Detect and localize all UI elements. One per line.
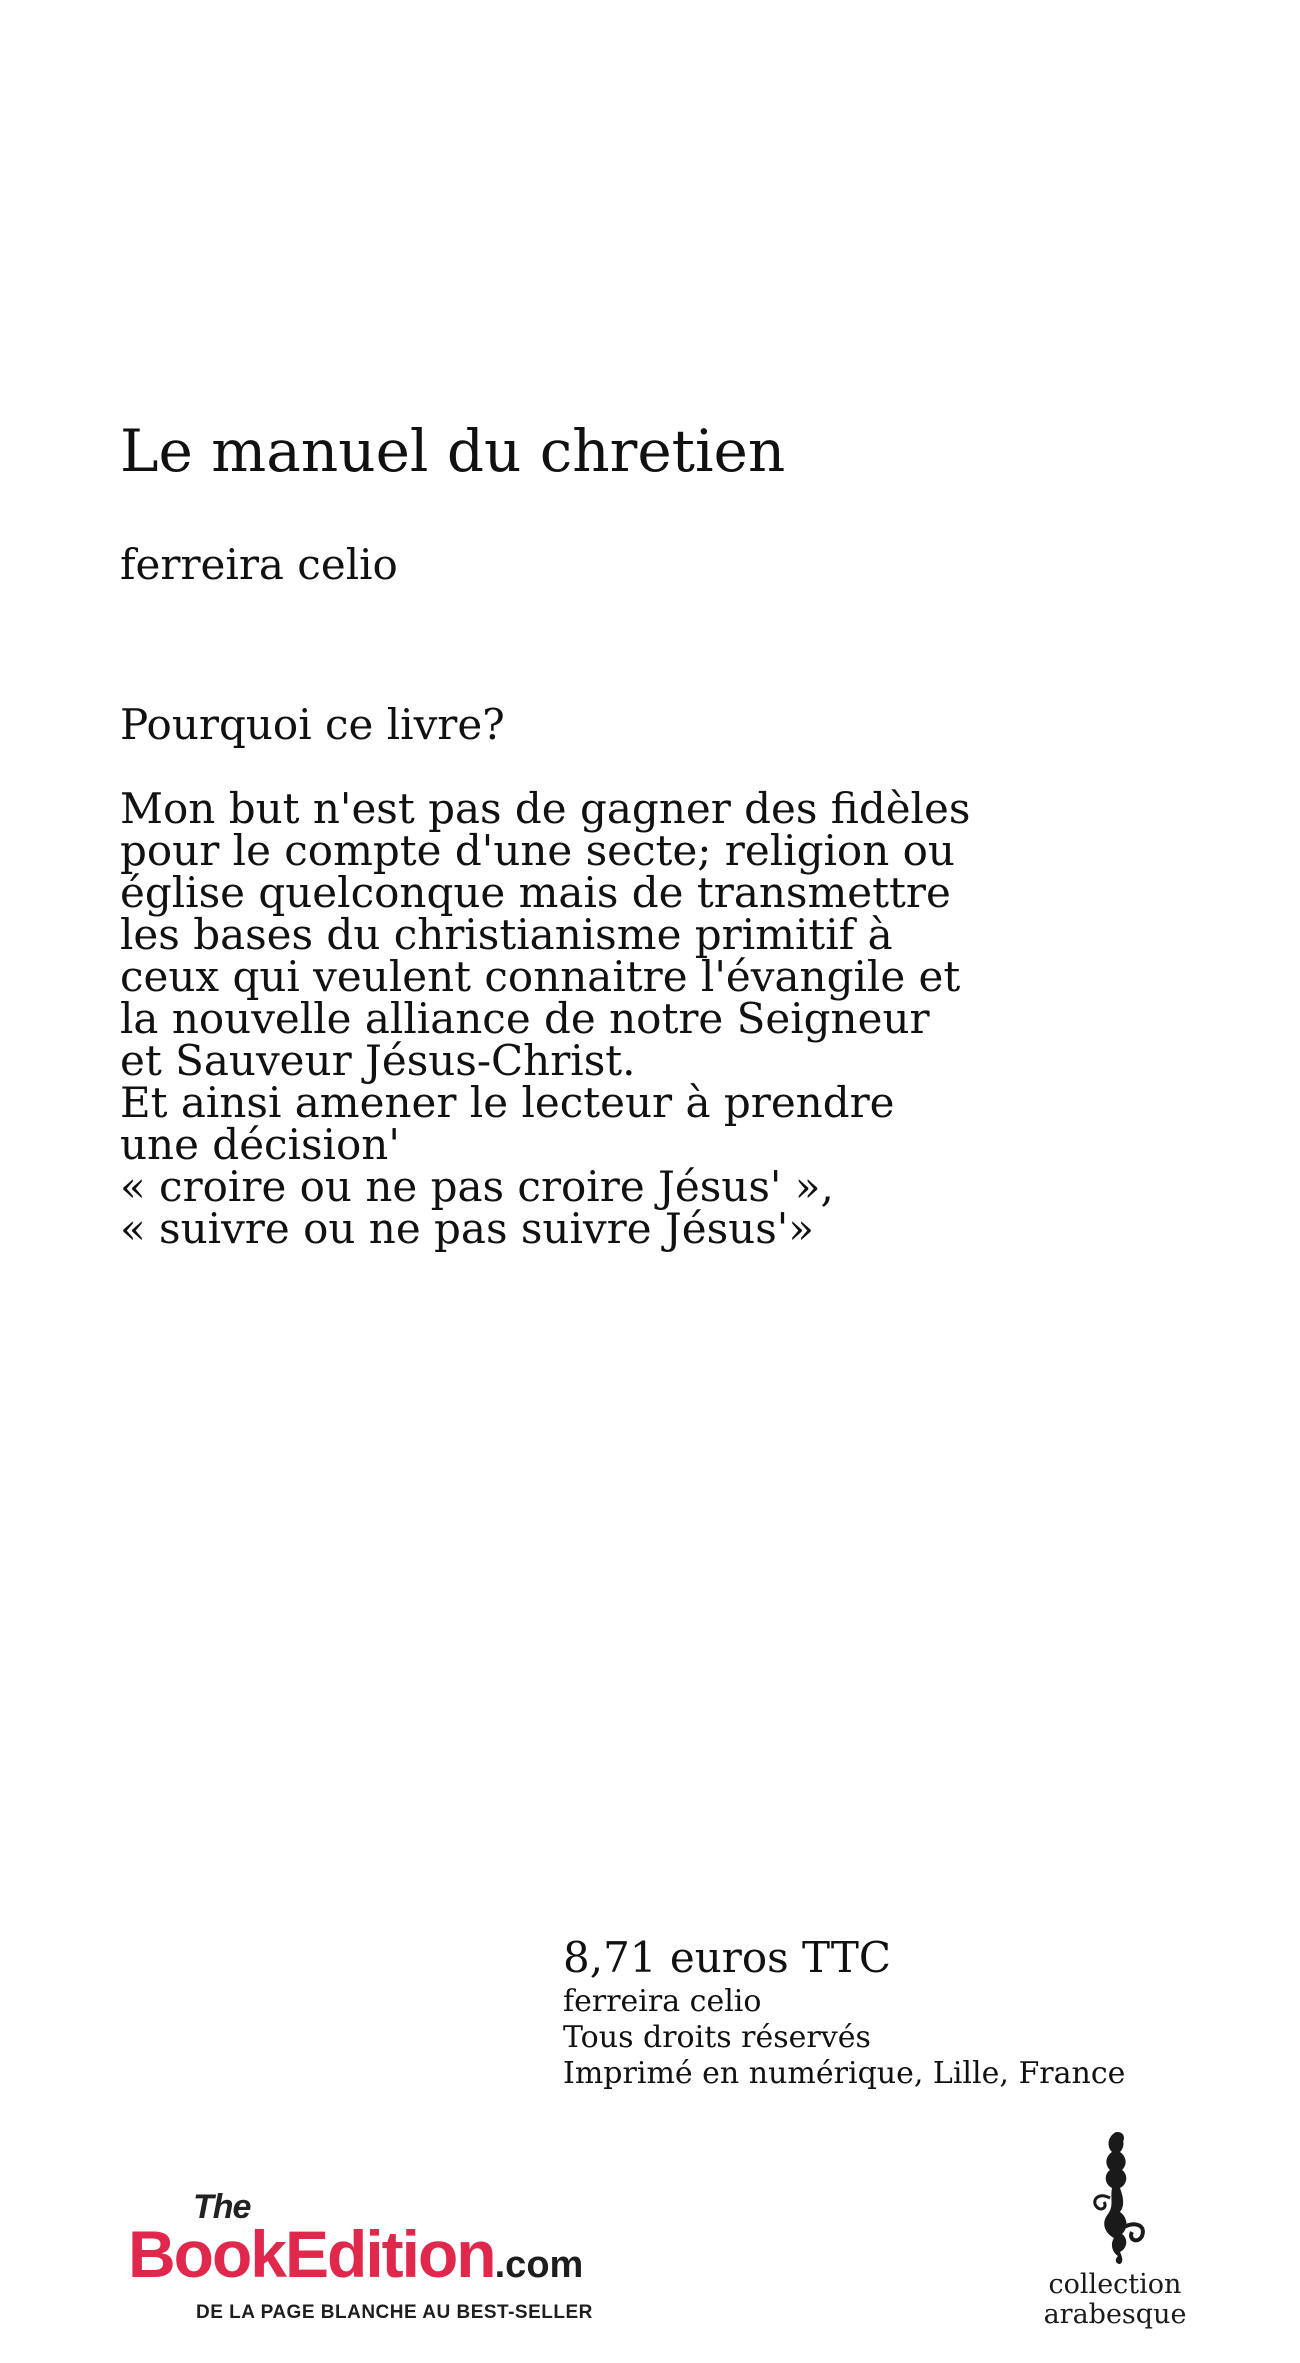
colophon xyxy=(563,1932,1126,2092)
collection-label xyxy=(1040,2270,1190,2330)
price: 8,71 euros TTC xyxy=(563,1933,891,1982)
publisher-logo-domain: .com xyxy=(494,2244,584,2286)
blurb-line: et Sauveur Jésus-Christ. xyxy=(120,1036,636,1085)
publisher-logo-name xyxy=(128,2216,583,2292)
blurb-line: « suivre ou ne pas suivre Jésus'» xyxy=(120,1204,815,1253)
publisher-tagline: DE LA PAGE BLANCHE AU BEST-SELLER xyxy=(196,2302,593,2323)
blurb xyxy=(120,700,1020,1253)
collection-logo xyxy=(1040,2128,1190,2338)
book-title: Le manuel du chretien xyxy=(120,417,786,485)
blurb-line: Mon but n'est pas de gagner des fidèles xyxy=(120,784,971,833)
blurb-line: la nouvelle alliance de notre Seigneur xyxy=(120,994,930,1043)
blurb-body xyxy=(120,784,1020,1253)
blurb-line: ceux qui veulent connaitre l'évangile et xyxy=(120,952,961,1001)
blurb-line: les bases du christianisme primitif à xyxy=(120,910,893,959)
rights-notice: Tous droits réservés xyxy=(563,2020,871,2055)
book-author: ferreira celio xyxy=(120,540,398,589)
publisher-logo xyxy=(128,2188,728,2328)
blurb-heading: Pourquoi ce livre? xyxy=(120,700,505,749)
publisher-logo-wordmark: BookEdition xyxy=(128,2217,495,2291)
printing-notice: Imprimé en numérique, Lille, France xyxy=(563,2056,1126,2091)
blurb-line: Et ainsi amener le lecteur à prendre xyxy=(120,1078,895,1127)
publisher-logo-the: The xyxy=(193,2188,251,2226)
blurb-line: « croire ou ne pas croire Jésus' », xyxy=(120,1162,834,1211)
blurb-line: pour le compte d'une secte; religion ou xyxy=(120,826,955,875)
blurb-line: une décision' xyxy=(120,1120,400,1169)
collection-label-line2: arabesque xyxy=(1043,2299,1187,2330)
collection-label-line1: collection xyxy=(1048,2269,1182,2300)
arabesque-ornament-icon xyxy=(1070,2128,1160,2268)
colophon-author: ferreira celio xyxy=(563,1984,762,2019)
blurb-line: église quelconque mais de transmettre xyxy=(120,868,951,917)
